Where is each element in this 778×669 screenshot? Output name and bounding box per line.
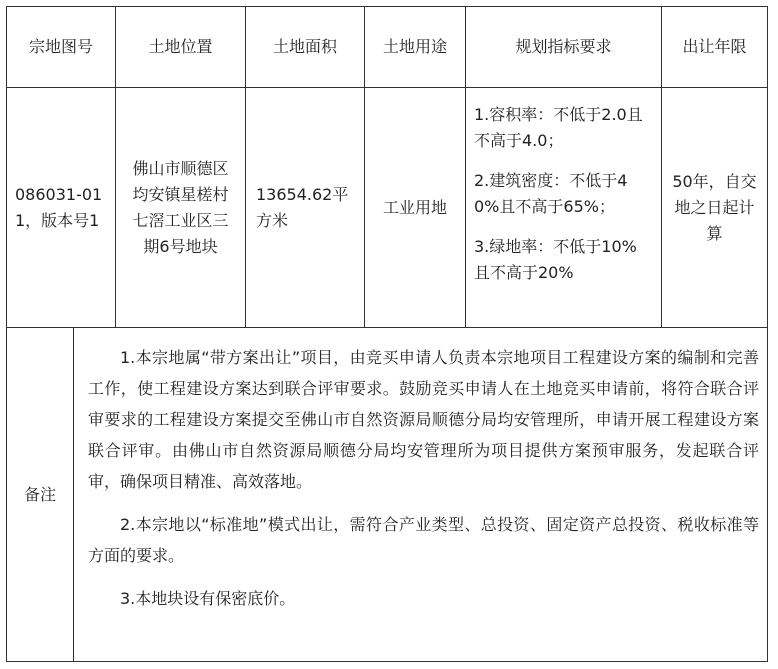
- parcel-id-value: 086031-011，版本号1: [15, 184, 103, 230]
- remarks-label: 备注: [23, 484, 56, 504]
- parcel-id-cell: [7, 88, 115, 327]
- header-parcel-id: 宗地图号: [28, 37, 93, 56]
- location-value: 佛山市顺德区均安镇星槎村七滘工业区三期6号地块: [132, 158, 229, 256]
- remark-item: 3.本地块设有保密底价。: [120, 589, 296, 608]
- location-cell: [116, 88, 245, 327]
- remark-item: 1.本宗地属“带方案出让”项目，由竞买申请人负责本宗地项目工程建设方案的编制和完善工作，使工程建设方案达到联合评审要求。鼓励竞买申请人在土地竞买申请前，将符合联合评审要求的工程建设方案提交至佛山市自然资源局顺德分局均安管理所，申请开展工程建设方案联合评审。由佛山市自然资源局顺德分局均安管理所为项目提供方案预审服务，发起联合评审，确保项目精准、高效落地。: [88, 348, 759, 491]
- planning-cell: [466, 88, 661, 327]
- use-cell: [365, 88, 465, 327]
- header-use: 土地用途: [382, 37, 447, 56]
- remarks-content: [74, 328, 767, 661]
- remark-item: 2.本宗地以“标准地”模式出让，需符合产业类型、总投资、固定资产总投资、税收标准等方面的要求。: [88, 515, 759, 565]
- header-planning: 规划指标要求: [515, 37, 612, 56]
- term-cell: [662, 88, 767, 327]
- area-cell: [246, 88, 364, 327]
- header-term: 出让年限: [682, 37, 747, 56]
- land-parcel-table: [6, 6, 768, 662]
- header-area: 土地面积: [272, 37, 337, 56]
- planning-far: 1.容积率：不低于2.0且不高于4.0；: [474, 105, 643, 150]
- planning-density: 2.建筑密度：不低于40%且不高于65%；: [474, 171, 628, 216]
- planning-green-ratio: 3.绿地率：不低于10%且不高于20%: [474, 237, 637, 282]
- term-value: 50年，自交地之日起计算: [672, 171, 757, 243]
- use-value: 工业用地: [382, 197, 447, 217]
- area-value: 13654.62平方米: [256, 184, 349, 230]
- header-location: 土地位置: [148, 37, 213, 56]
